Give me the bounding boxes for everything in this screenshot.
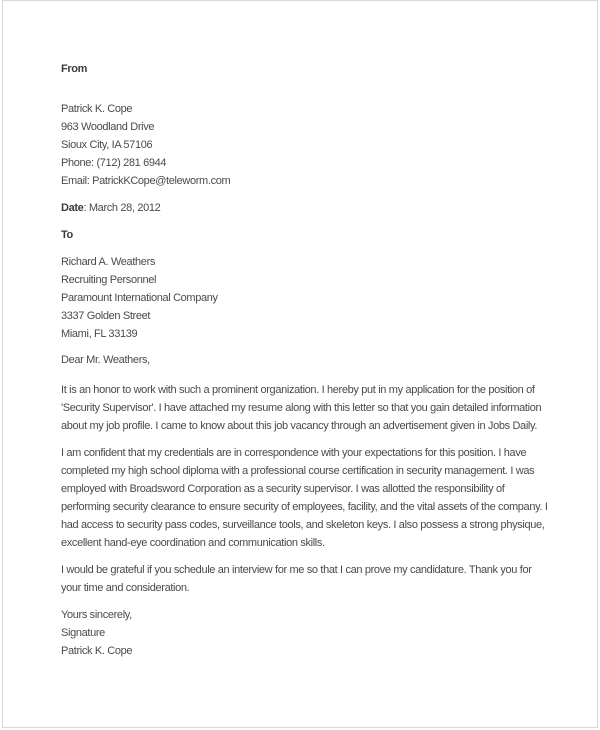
from-label: From [61, 63, 88, 75]
date-value: : March 28, 2012 [83, 202, 161, 214]
closing-valediction: Yours sincerely, [61, 609, 132, 621]
recipient-title: Recruiting Personnel [61, 274, 157, 286]
recipient-city: Miami, FL 33139 [61, 328, 138, 340]
body-paragraph-2: I am confident that my credentials are in correspondence with your expectations for this position. I have completed my high school diploma with a professional course certification in security management. I was employed with Broadsword Corporation as a security supervisor. I was allotted the responsibility of performing security clearance to ensure security of employees, facility, and the vital assets of the company. I had access to security pass codes, surveillance tools, and skeleton keys. I also possess a strong physique, excellent hand-eye coordination and communication skills. [61, 447, 548, 549]
sender-city: Sioux City, IA 57106 [61, 139, 153, 151]
body-paragraph-3: I would be grateful if you schedule an interview for me so that I can prove my candidature. Thank you for your time and consideration. [61, 564, 532, 594]
body-paragraph-1: It is an honor to work with such a prominent organization. I hereby put in my application for the position of 'Security Supervisor'. I have attached my resume along with this letter so that you gain detailed information about my job profile. I came to know about this job vacancy through an advertisement given in Jobs Daily. [61, 384, 542, 432]
closing-signature: Signature [61, 627, 105, 639]
recipient-name: Richard A. Weathers [61, 256, 156, 268]
recipient-address-block [61, 253, 553, 343]
date-line [61, 199, 553, 217]
closing-block [61, 606, 553, 660]
sender-email: Email: PatrickKCope@teleworm.com [61, 175, 231, 187]
recipient-street: 3337 Golden Street [61, 310, 151, 322]
salutation: Dear Mr. Weathers, [61, 354, 150, 366]
sender-phone: Phone: (712) 281 6944 [61, 157, 167, 169]
sender-street: 963 Woodland Drive [61, 121, 155, 133]
sender-address-block [61, 100, 553, 190]
closing-name: Patrick K. Cope [61, 645, 133, 657]
date-label: Date [61, 202, 84, 214]
to-label: To [61, 229, 73, 241]
sender-name: Patrick K. Cope [61, 103, 133, 115]
document-page [2, 0, 598, 728]
recipient-company: Paramount International Company [61, 292, 218, 304]
letter-body [61, 60, 553, 660]
